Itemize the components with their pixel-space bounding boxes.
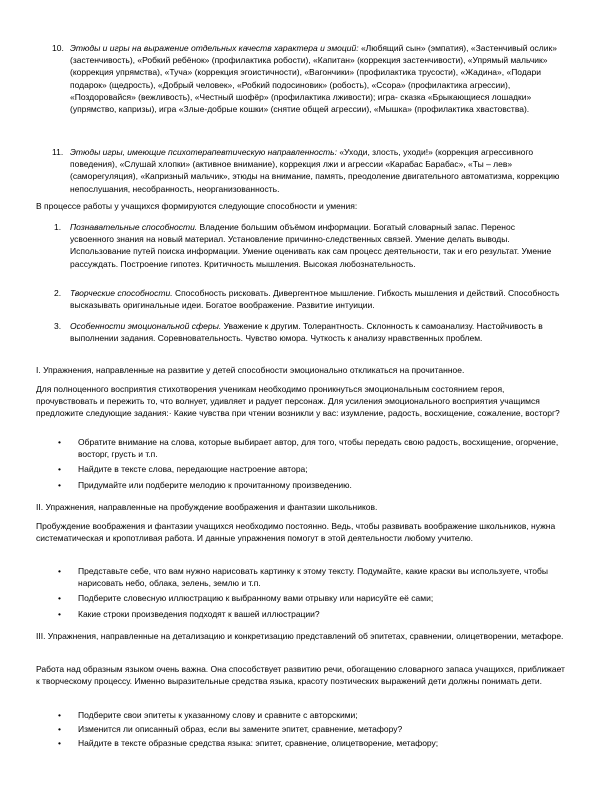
bullet-text: Какие строки произведения подходят к вашей иллюстрации? [78,608,320,619]
bullet-text: Придумайте или подберите мелодию к прочитанному произведению. [78,479,352,490]
bullet-text: Найдите в тексте образные средства языка: эпитет, сравнение, олицетворение, метафору; [78,738,439,749]
list-item-11 [52,146,560,195]
bullet-icon: • [58,738,61,749]
ability-title: Особенности эмоциональной сферы. [70,321,222,331]
ability-title: Познавательные способности. [70,222,198,232]
bullet-icon: • [58,566,61,576]
section-3-bullet-list [58,709,560,750]
list-item [58,463,560,475]
ability-item-2 [54,287,560,311]
bullet-icon: • [58,608,61,619]
list-item [58,565,560,589]
ability-text: Способность рисковать. Дивергентное мышление. Гибкость мышления и действий. Способность высказывать оригинальные идеи. Богатое воображение. Развитие интуиции. [70,288,560,311]
section-3-paragraph: Работа над образным языком очень важна. Она способствует развитию речи, обогащению словарного запаса учащихся, приближает к творческому процессу. Именно выразительные средства языка, красоту поэтических выражений дети должны понимать дети. [36,664,565,687]
list-item [58,709,560,721]
ability-text: Владение большим объёмом информации. Богатый словарный запас. Перенос усвоенного знания на новый материал. Установление причинно-следственных связей. Умение делать выводы. Использование путей поиска информации. Умение оценивать как сам процесс деятельности, так и его результат. Умение рассуждать. Построение гипотез. Критичность мышления. Высокая любознательность. [70,222,552,269]
list-item-10 [52,42,560,115]
section-1-paragraph: Для полноценного восприятия стихотворения ученикам необходимо проникнуться эмоциональным состоянием героя, прочувствовать и пережить то, что волнует, удивляет и радует персонаж. Для усиления эмоционального восприятия учащимся предложите следующие задания:· Какие чувства при чтении возникли у вас: изумление, радость, восхищение, сожаление, восторг? [36,384,560,419]
list-number: 1. [54,222,62,232]
section-1-heading: I. Упражнения, направленные на развитие у детей способности эмоционально откликаться на прочитанное. [36,365,465,375]
intro-paragraph: В процессе работы у учащихся формируются следующие способности и умения: [36,201,358,211]
ability-text: Уважение к другим. Толерантность. Склонность к самоанализу. Настойчивость в выполнении задания. Соревновательность. Чувство юмора. Чуткость к анализу нравственных проблем. [70,321,543,344]
ability-item-1 [54,221,560,270]
section-1-bullet-list [58,436,560,491]
ability-item-3 [54,320,560,344]
list-number: 2. [54,288,62,298]
list-number: 3. [54,321,62,331]
bullet-icon: • [58,724,61,735]
section-3-heading: III. Упражнения, направленные на детализацию и конкретизацию представлений об эпитетах, сравнении, олицетворении, метафоре. [36,631,564,641]
section-2-heading: II. Упражнения, направленные на пробуждение воображения и фантазии школьников. [36,502,378,512]
section-2-bullet-list [58,565,560,620]
list-number: 10. [52,43,64,53]
bullet-text: Подберите словесную иллюстрацию к выбранному вами отрывку или нарисуйте её сами; [78,593,434,604]
bullet-text: Обратите внимание на слова, которые выбирает автор, для того, чтобы передать свою радость, восхищение, огорчение, восторг, грусть и т.п. [78,437,559,460]
bullet-text: Найдите в тексте слова, передающие настроение автора; [78,464,308,475]
list-number: 11. [52,147,64,157]
bullet-icon: • [58,464,61,475]
bullet-text: Изменится ли описанный образ, если вы замените эпитет, сравнение, метафору? [78,724,403,735]
bullet-icon: • [58,437,61,447]
list-item [58,592,560,604]
list-item [58,737,560,749]
bullet-text: Представьте себе, что вам нужно нарисовать картинку к этому тексту. Подумайте, какие краски вы используете, чтобы нарисовать небо, облака, зелень, землю и т.п. [78,566,548,589]
bullet-icon: • [58,593,61,604]
list-item-text: «Уходи, злость, уходи!» (коррекция агрессивного поведения), «Слушай хлопки» (активное внимание), коррекция лжи и агрессии «Карабас Барабас», «Ты – лев» (саморегуляция), «Капризный мальчик», этюды на внимание, память, преодоление двигательного автоматизма, коррекцию непослушания, несобранность, неорганизованность. [70,147,560,194]
bullet-icon: • [58,479,61,490]
list-item [58,608,560,620]
list-item-title: Этюды и игры на выражение отдельных качеств характера и эмоций: [70,43,359,53]
list-item-text: «Любящий сын» (эмпатия), «Застенчивый ослик» (застенчивость), «Робкий ребёнок» (профилактика робости), «Капитан» (коррекция застенчивости), «Упрямый мальчик» (коррекция упрямства), «Туча» (коррекция эгоистичности), «Вагончики» (профилактика трусости), «Жадина», «Подари подарок» (щедрость), «Добрый человек», «Робкий подосиновик» (робость), «Ссора» (профилактика агрессии), «Поздоровайся» (вежливость), «Честный шофёр» (профилактика лживости); игра- сказка «Брыкающиеся лошадки» (упрямство, капризы), игра «Злые-добрые кошки» (снятие общей агрессии), «Мышка» (профилактика хвастовства). [70,43,557,115]
list-item [58,479,560,491]
list-item [58,723,560,735]
list-item-title: Этюды игры, имеющие психотерапевтическую направленность: [70,147,337,157]
list-item [58,436,560,460]
bullet-icon: • [58,710,61,720]
bullet-text: Подберите свои эпитеты к указанному слову и сравните с авторскими; [78,710,358,720]
section-2-paragraph: Пробуждение воображения и фантазии учащихся необходимо постоянно. Ведь, чтобы развивать воображение школьников, нужна систематическая и кропотливая работа. И данные упражнения помогут в этой деятельности любому учителю. [36,521,556,544]
ability-title: Творческие способности. [70,288,173,298]
